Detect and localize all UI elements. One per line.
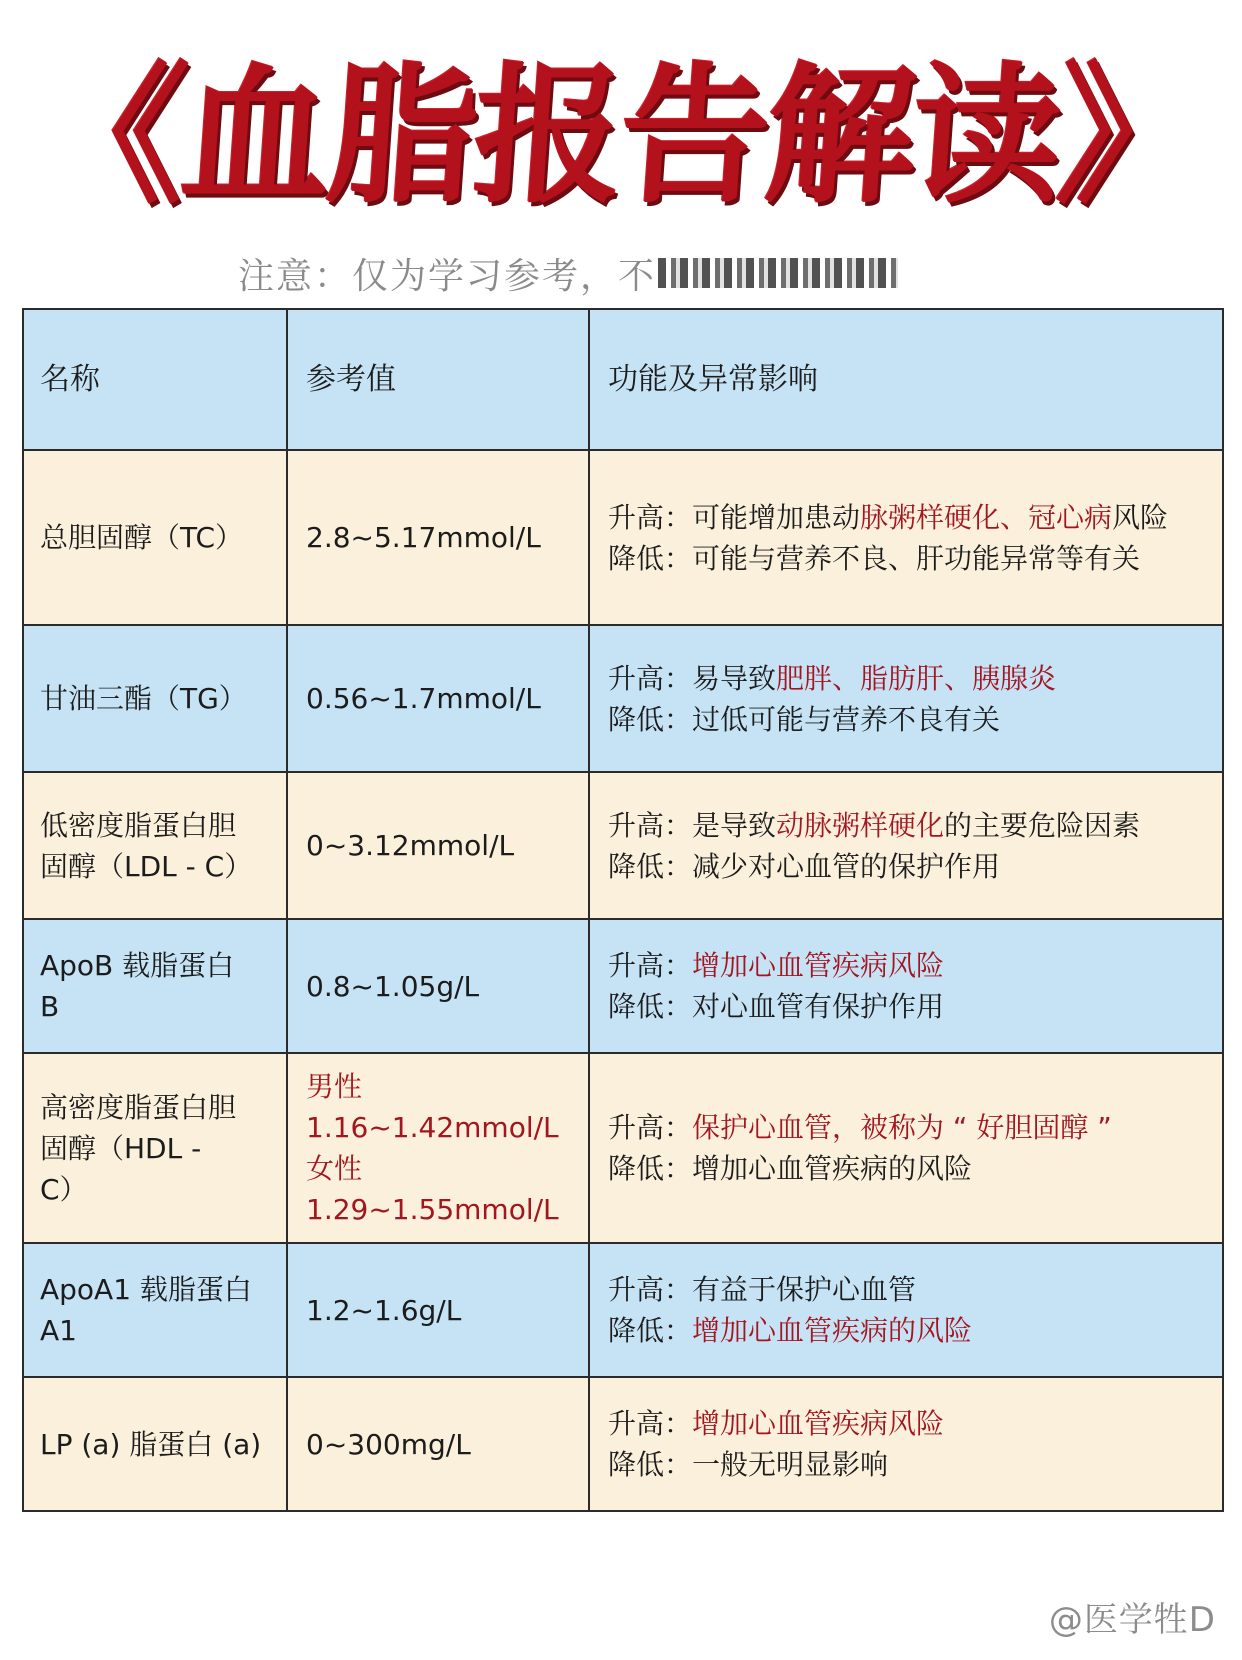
lipid-table	[22, 308, 1224, 1512]
header-reference: 参考值	[287, 309, 589, 450]
table-row	[23, 1377, 1223, 1511]
row-reference: 2.8~5.17mmol/L	[287, 450, 589, 625]
table-row	[23, 772, 1223, 919]
row-function	[589, 772, 1223, 919]
row-reference: 0~300mg/L	[287, 1377, 589, 1511]
row-name: ApoA1 载脂蛋白 A1	[23, 1243, 287, 1377]
row-function	[589, 625, 1223, 772]
row-function	[589, 1377, 1223, 1511]
row-reference: 0.8~1.05g/L	[287, 919, 589, 1053]
increase-line: 升高：保护心血管，被称为 “ 好胆固醇 ”	[608, 1111, 1112, 1144]
row-function	[589, 450, 1223, 625]
decrease-line: 降低：过低可能与营养不良有关	[608, 702, 1001, 736]
row-name: 高密度脂蛋白胆 固醇（HDL - C）	[23, 1053, 287, 1243]
increase-line: 升高：易导致肥胖、脂肪肝、胰腺炎	[608, 661, 1057, 695]
decrease-line: 降低：减少对心血管的保护作用	[608, 849, 1001, 883]
decrease-label: 降低：	[608, 541, 693, 575]
male-label: 男性	[306, 1070, 363, 1103]
page-title	[0, 18, 1242, 228]
table-row	[23, 450, 1223, 625]
increase-line: 升高：是导致动脉粥样硬化的主要危险因素	[608, 808, 1141, 842]
female-range: 1.29~1.55mmol/L	[306, 1193, 559, 1226]
row-function	[589, 919, 1223, 1053]
row-name: ApoB 载脂蛋白 B	[23, 919, 287, 1053]
author-watermark: @医学牲D	[1048, 1600, 1216, 1640]
female-label: 女性	[306, 1152, 363, 1185]
male-range: 1.16~1.42mmol/L	[306, 1111, 559, 1144]
increase-line: 升高：增加心血管疾病风险	[608, 1407, 945, 1440]
decrease-line: 降低：可能与营养不良、肝功能异常等有关	[608, 541, 1141, 575]
increase-line: 升高：增加心血管疾病风险	[608, 949, 945, 982]
row-reference: 0.56~1.7mmol/L	[287, 625, 589, 772]
row-name: 总胆固醇（TC）	[23, 450, 287, 625]
row-name: LP (a) 脂蛋白 (a)	[23, 1377, 287, 1511]
increase-line: 升高：可能增加患动脉粥样硬化、冠心病风险	[608, 500, 1169, 534]
row-reference	[287, 1053, 589, 1243]
row-name: 甘油三酯（TG）	[23, 625, 287, 772]
increase-label: 升高：	[608, 500, 693, 534]
decrease-line: 降低：对心血管有保护作用	[608, 990, 945, 1023]
table-row	[23, 1053, 1223, 1243]
decrease-line: 降低：增加心血管疾病的风险	[608, 1314, 973, 1347]
redaction-mosaic	[658, 258, 898, 288]
table-row	[23, 625, 1223, 772]
header-name: 名称	[23, 309, 287, 450]
decrease-line: 降低：增加心血管疾病的风险	[608, 1152, 973, 1185]
title-text: 《血脂报告解读》	[29, 50, 1211, 224]
table-row	[23, 919, 1223, 1053]
disclaimer-text: 注意：仅为学习参考，不	[238, 255, 657, 297]
row-reference: 0~3.12mmol/L	[287, 772, 589, 919]
table-header-row	[23, 309, 1223, 450]
row-function	[589, 1053, 1223, 1243]
row-name: 低密度脂蛋白胆 固醇（LDL - C）	[23, 772, 287, 919]
table-row	[23, 1243, 1223, 1377]
row-reference: 1.2~1.6g/L	[287, 1243, 589, 1377]
row-function	[589, 1243, 1223, 1377]
increase-line: 升高：有益于保护心血管	[608, 1273, 917, 1306]
decrease-line: 降低：一般无明显影响	[608, 1448, 889, 1481]
header-function: 功能及异常影响	[589, 309, 1223, 450]
disclaimer-note	[238, 248, 898, 298]
